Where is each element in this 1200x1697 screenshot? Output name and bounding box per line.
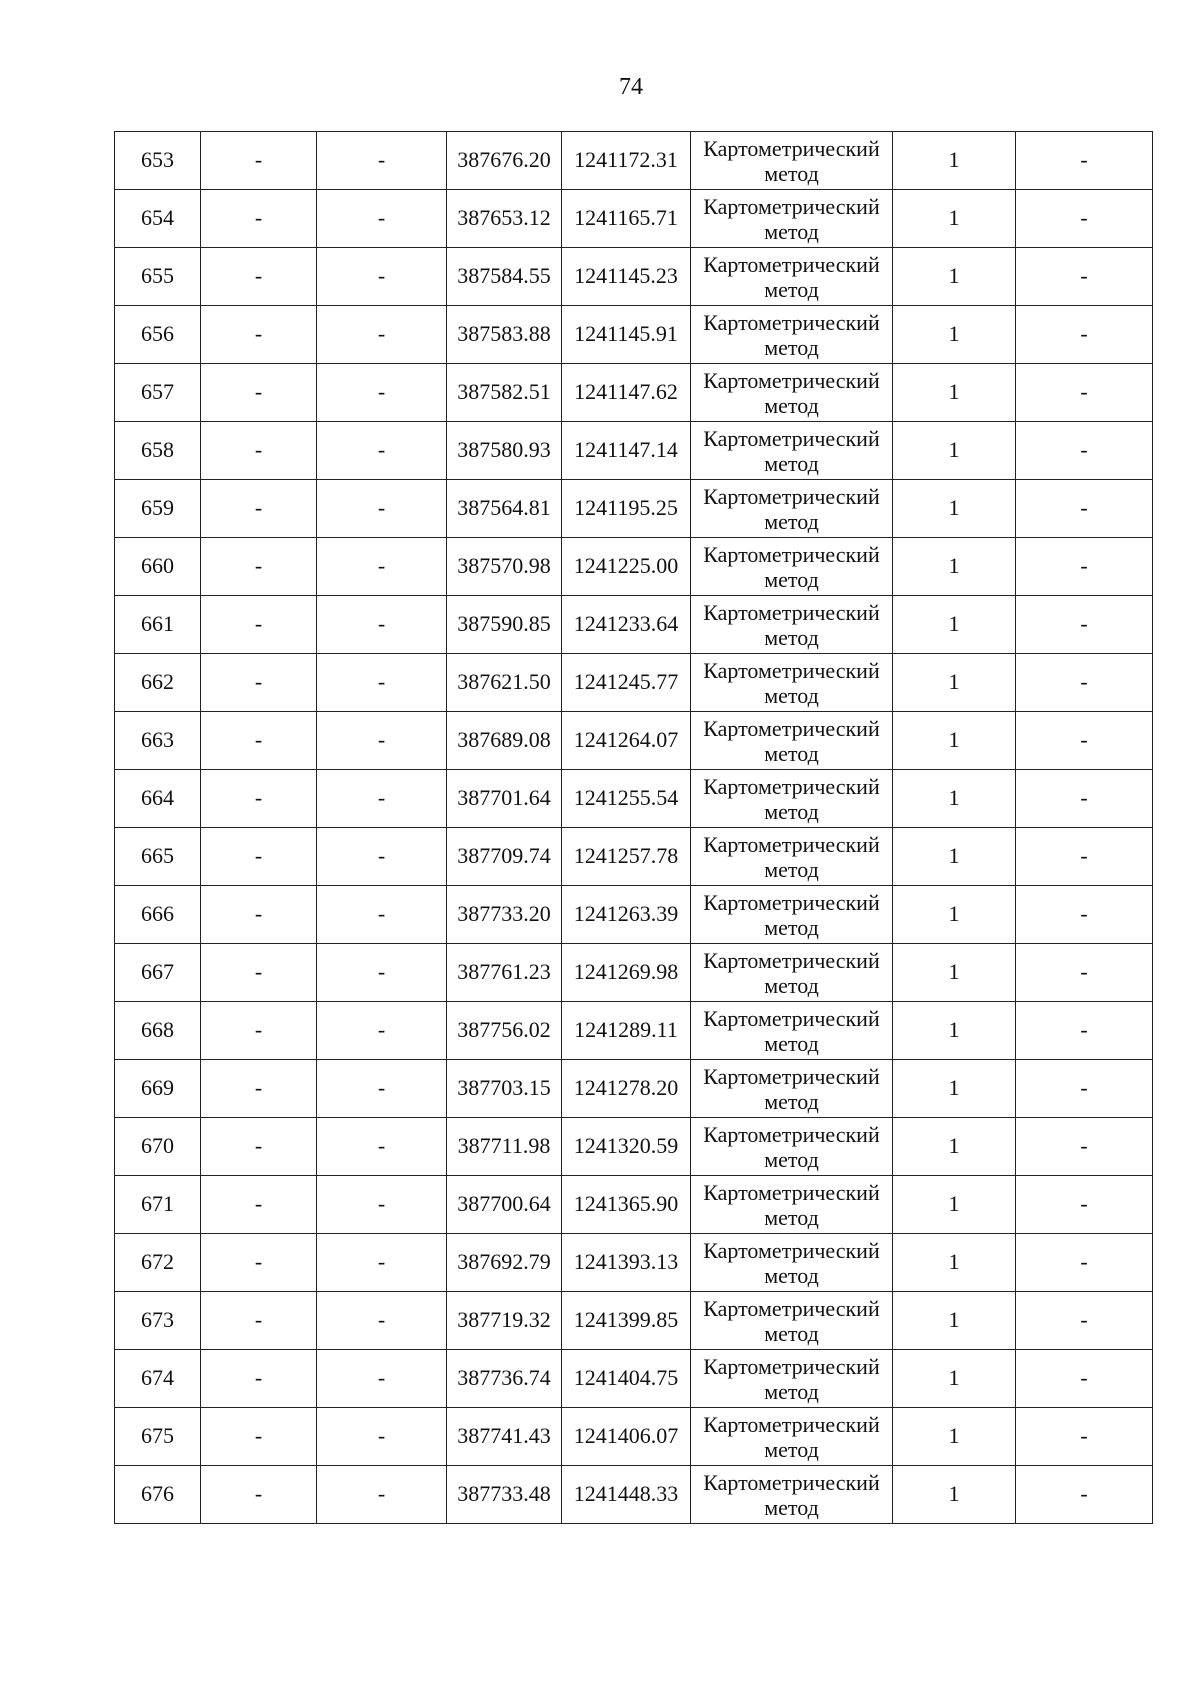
table-row (115, 422, 1153, 480)
point-number-cell: 676 (115, 1466, 201, 1524)
y-coordinate-cell: 1241393.13 (562, 1234, 691, 1292)
method-cell (691, 248, 893, 306)
accuracy-cell: 1 (893, 306, 1016, 364)
method-line-2: метод (764, 1378, 819, 1404)
accuracy-cell: 1 (893, 1060, 1016, 1118)
point-number-cell: 661 (115, 596, 201, 654)
method-cell (691, 190, 893, 248)
accuracy-cell: 1 (893, 654, 1016, 712)
table-body (115, 132, 1153, 1524)
empty-dash-cell: - (201, 1002, 317, 1060)
empty-dash-cell: - (201, 132, 317, 190)
description-cell: - (1016, 1350, 1153, 1408)
method-line-2: метод (764, 566, 819, 592)
point-number-cell: 663 (115, 712, 201, 770)
y-coordinate-cell: 1241278.20 (562, 1060, 691, 1118)
method-cell (691, 1060, 893, 1118)
x-coordinate-cell: 387709.74 (447, 828, 562, 886)
accuracy-cell: 1 (893, 1466, 1016, 1524)
description-cell: - (1016, 132, 1153, 190)
description-cell: - (1016, 596, 1153, 654)
empty-dash-cell: - (201, 596, 317, 654)
method-line-2: метод (764, 624, 819, 650)
empty-dash-cell: - (201, 1060, 317, 1118)
accuracy-cell: 1 (893, 944, 1016, 1002)
empty-dash-cell: - (201, 1118, 317, 1176)
point-number-cell: 656 (115, 306, 201, 364)
point-number-cell: 669 (115, 1060, 201, 1118)
method-line-1: Картометрический (703, 1121, 880, 1147)
empty-dash-cell: - (317, 364, 447, 422)
x-coordinate-cell: 387584.55 (447, 248, 562, 306)
point-number-cell: 658 (115, 422, 201, 480)
y-coordinate-cell: 1241399.85 (562, 1292, 691, 1350)
y-coordinate-cell: 1241404.75 (562, 1350, 691, 1408)
point-number-cell: 675 (115, 1408, 201, 1466)
method-cell (691, 886, 893, 944)
description-cell: - (1016, 1118, 1153, 1176)
accuracy-cell: 1 (893, 1350, 1016, 1408)
method-line-1: Картометрический (703, 425, 880, 451)
description-cell: - (1016, 654, 1153, 712)
method-line-1: Картометрический (703, 135, 880, 161)
method-cell (691, 596, 893, 654)
x-coordinate-cell: 387590.85 (447, 596, 562, 654)
method-cell (691, 944, 893, 1002)
empty-dash-cell: - (317, 1408, 447, 1466)
description-cell: - (1016, 1176, 1153, 1234)
empty-dash-cell: - (317, 1176, 447, 1234)
method-line-1: Картометрический (703, 773, 880, 799)
method-line-2: метод (764, 972, 819, 998)
y-coordinate-cell: 1241172.31 (562, 132, 691, 190)
y-coordinate-cell: 1241269.98 (562, 944, 691, 1002)
method-line-2: метод (764, 914, 819, 940)
y-coordinate-cell: 1241448.33 (562, 1466, 691, 1524)
y-coordinate-cell: 1241195.25 (562, 480, 691, 538)
method-line-1: Картометрический (703, 1005, 880, 1031)
description-cell: - (1016, 1234, 1153, 1292)
description-cell: - (1016, 712, 1153, 770)
empty-dash-cell: - (201, 190, 317, 248)
empty-dash-cell: - (201, 1292, 317, 1350)
method-line-1: Картометрический (703, 889, 880, 915)
method-line-1: Картометрический (703, 1295, 880, 1321)
accuracy-cell: 1 (893, 1292, 1016, 1350)
point-number-cell: 664 (115, 770, 201, 828)
y-coordinate-cell: 1241257.78 (562, 828, 691, 886)
point-number-cell: 673 (115, 1292, 201, 1350)
empty-dash-cell: - (201, 422, 317, 480)
empty-dash-cell: - (201, 1176, 317, 1234)
accuracy-cell: 1 (893, 1118, 1016, 1176)
accuracy-cell: 1 (893, 886, 1016, 944)
x-coordinate-cell: 387564.81 (447, 480, 562, 538)
method-line-2: метод (764, 856, 819, 882)
method-cell (691, 1408, 893, 1466)
accuracy-cell: 1 (893, 828, 1016, 886)
table-row (115, 1118, 1153, 1176)
description-cell: - (1016, 1466, 1153, 1524)
method-cell (691, 480, 893, 538)
accuracy-cell: 1 (893, 190, 1016, 248)
accuracy-cell: 1 (893, 248, 1016, 306)
x-coordinate-cell: 387719.32 (447, 1292, 562, 1350)
method-line-1: Картометрический (703, 657, 880, 683)
accuracy-cell: 1 (893, 770, 1016, 828)
table-row (115, 596, 1153, 654)
method-line-1: Картометрический (703, 251, 880, 277)
empty-dash-cell: - (201, 828, 317, 886)
x-coordinate-cell: 387583.88 (447, 306, 562, 364)
empty-dash-cell: - (317, 190, 447, 248)
point-number-cell: 659 (115, 480, 201, 538)
accuracy-cell: 1 (893, 1408, 1016, 1466)
x-coordinate-cell: 387733.20 (447, 886, 562, 944)
y-coordinate-cell: 1241320.59 (562, 1118, 691, 1176)
method-cell (691, 1002, 893, 1060)
x-coordinate-cell: 387676.20 (447, 132, 562, 190)
empty-dash-cell: - (201, 364, 317, 422)
empty-dash-cell: - (201, 1466, 317, 1524)
x-coordinate-cell: 387741.43 (447, 1408, 562, 1466)
empty-dash-cell: - (317, 248, 447, 306)
table-row (115, 538, 1153, 596)
method-line-2: метод (764, 334, 819, 360)
accuracy-cell: 1 (893, 538, 1016, 596)
y-coordinate-cell: 1241225.00 (562, 538, 691, 596)
empty-dash-cell: - (317, 538, 447, 596)
page-number: 74 (619, 74, 643, 100)
y-coordinate-cell: 1241264.07 (562, 712, 691, 770)
table-row (115, 828, 1153, 886)
method-line-2: метод (764, 1436, 819, 1462)
empty-dash-cell: - (317, 306, 447, 364)
empty-dash-cell: - (201, 654, 317, 712)
y-coordinate-cell: 1241263.39 (562, 886, 691, 944)
method-cell (691, 538, 893, 596)
point-number-cell: 662 (115, 654, 201, 712)
method-line-2: метод (764, 1088, 819, 1114)
empty-dash-cell: - (317, 944, 447, 1002)
accuracy-cell: 1 (893, 1002, 1016, 1060)
empty-dash-cell: - (317, 886, 447, 944)
point-number-cell: 657 (115, 364, 201, 422)
method-cell (691, 132, 893, 190)
y-coordinate-cell: 1241255.54 (562, 770, 691, 828)
method-cell (691, 1118, 893, 1176)
x-coordinate-cell: 387692.79 (447, 1234, 562, 1292)
method-cell (691, 422, 893, 480)
point-number-cell: 665 (115, 828, 201, 886)
y-coordinate-cell: 1241147.14 (562, 422, 691, 480)
x-coordinate-cell: 387570.98 (447, 538, 562, 596)
accuracy-cell: 1 (893, 1176, 1016, 1234)
method-line-2: метод (764, 1494, 819, 1520)
method-cell (691, 654, 893, 712)
method-cell (691, 1292, 893, 1350)
x-coordinate-cell: 387756.02 (447, 1002, 562, 1060)
empty-dash-cell: - (317, 1118, 447, 1176)
y-coordinate-cell: 1241289.11 (562, 1002, 691, 1060)
x-coordinate-cell: 387703.15 (447, 1060, 562, 1118)
table-row (115, 654, 1153, 712)
point-number-cell: 655 (115, 248, 201, 306)
table-row (115, 248, 1153, 306)
method-line-1: Картометрический (703, 541, 880, 567)
y-coordinate-cell: 1241406.07 (562, 1408, 691, 1466)
x-coordinate-cell: 387736.74 (447, 1350, 562, 1408)
accuracy-cell: 1 (893, 132, 1016, 190)
table-row (115, 480, 1153, 538)
table-row (115, 1234, 1153, 1292)
method-line-1: Картометрический (703, 1353, 880, 1379)
empty-dash-cell: - (317, 1466, 447, 1524)
x-coordinate-cell: 387733.48 (447, 1466, 562, 1524)
description-cell: - (1016, 190, 1153, 248)
method-line-1: Картометрический (703, 1179, 880, 1205)
description-cell: - (1016, 1060, 1153, 1118)
method-line-2: метод (764, 1320, 819, 1346)
empty-dash-cell: - (201, 480, 317, 538)
method-cell (691, 770, 893, 828)
method-line-1: Картометрический (703, 1237, 880, 1263)
y-coordinate-cell: 1241145.23 (562, 248, 691, 306)
empty-dash-cell: - (317, 1234, 447, 1292)
method-line-2: метод (764, 682, 819, 708)
method-line-2: метод (764, 392, 819, 418)
x-coordinate-cell: 387689.08 (447, 712, 562, 770)
description-cell: - (1016, 1292, 1153, 1350)
description-cell: - (1016, 306, 1153, 364)
table-row (115, 1408, 1153, 1466)
table-row (115, 1292, 1153, 1350)
table-row (115, 132, 1153, 190)
description-cell: - (1016, 480, 1153, 538)
empty-dash-cell: - (317, 1060, 447, 1118)
empty-dash-cell: - (317, 654, 447, 712)
accuracy-cell: 1 (893, 422, 1016, 480)
method-line-1: Картометрический (703, 367, 880, 393)
table-row (115, 1350, 1153, 1408)
method-cell (691, 712, 893, 770)
description-cell: - (1016, 1002, 1153, 1060)
y-coordinate-cell: 1241245.77 (562, 654, 691, 712)
empty-dash-cell: - (317, 132, 447, 190)
x-coordinate-cell: 387761.23 (447, 944, 562, 1002)
method-line-1: Картометрический (703, 831, 880, 857)
table-row (115, 364, 1153, 422)
point-number-cell: 672 (115, 1234, 201, 1292)
empty-dash-cell: - (201, 1234, 317, 1292)
y-coordinate-cell: 1241233.64 (562, 596, 691, 654)
method-line-2: метод (764, 508, 819, 534)
x-coordinate-cell: 387621.50 (447, 654, 562, 712)
description-cell: - (1016, 770, 1153, 828)
method-line-2: метод (764, 1146, 819, 1172)
description-cell: - (1016, 944, 1153, 1002)
method-line-1: Картометрический (703, 1063, 880, 1089)
table-row (115, 886, 1153, 944)
method-cell (691, 1176, 893, 1234)
point-number-cell: 666 (115, 886, 201, 944)
description-cell: - (1016, 1408, 1153, 1466)
table-row (115, 190, 1153, 248)
description-cell: - (1016, 538, 1153, 596)
method-cell (691, 1350, 893, 1408)
empty-dash-cell: - (317, 712, 447, 770)
accuracy-cell: 1 (893, 596, 1016, 654)
x-coordinate-cell: 387653.12 (447, 190, 562, 248)
empty-dash-cell: - (317, 422, 447, 480)
method-line-2: метод (764, 798, 819, 824)
empty-dash-cell: - (317, 1002, 447, 1060)
accuracy-cell: 1 (893, 480, 1016, 538)
method-line-1: Картометрический (703, 1411, 880, 1437)
empty-dash-cell: - (317, 1350, 447, 1408)
method-line-1: Картометрический (703, 947, 880, 973)
table-row (115, 712, 1153, 770)
x-coordinate-cell: 387700.64 (447, 1176, 562, 1234)
empty-dash-cell: - (317, 770, 447, 828)
method-cell (691, 1234, 893, 1292)
table-row (115, 770, 1153, 828)
method-line-2: метод (764, 1262, 819, 1288)
point-number-cell: 660 (115, 538, 201, 596)
empty-dash-cell: - (201, 944, 317, 1002)
point-number-cell: 668 (115, 1002, 201, 1060)
empty-dash-cell: - (317, 828, 447, 886)
method-line-2: метод (764, 160, 819, 186)
method-line-1: Картометрический (703, 1469, 880, 1495)
empty-dash-cell: - (201, 1408, 317, 1466)
y-coordinate-cell: 1241145.91 (562, 306, 691, 364)
empty-dash-cell: - (201, 712, 317, 770)
x-coordinate-cell: 387580.93 (447, 422, 562, 480)
method-line-1: Картометрический (703, 193, 880, 219)
table-row (115, 1060, 1153, 1118)
description-cell: - (1016, 422, 1153, 480)
method-line-2: метод (764, 218, 819, 244)
point-number-cell: 674 (115, 1350, 201, 1408)
y-coordinate-cell: 1241165.71 (562, 190, 691, 248)
method-line-1: Картометрический (703, 599, 880, 625)
point-number-cell: 671 (115, 1176, 201, 1234)
x-coordinate-cell: 387582.51 (447, 364, 562, 422)
table-row (115, 1176, 1153, 1234)
x-coordinate-cell: 387701.64 (447, 770, 562, 828)
description-cell: - (1016, 248, 1153, 306)
empty-dash-cell: - (201, 538, 317, 596)
point-number-cell: 667 (115, 944, 201, 1002)
table-row (115, 306, 1153, 364)
empty-dash-cell: - (201, 770, 317, 828)
description-cell: - (1016, 828, 1153, 886)
method-cell (691, 1466, 893, 1524)
empty-dash-cell: - (201, 248, 317, 306)
x-coordinate-cell: 387711.98 (447, 1118, 562, 1176)
empty-dash-cell: - (317, 1292, 447, 1350)
empty-dash-cell: - (201, 886, 317, 944)
point-number-cell: 670 (115, 1118, 201, 1176)
method-line-1: Картометрический (703, 483, 880, 509)
method-line-1: Картометрический (703, 309, 880, 335)
description-cell: - (1016, 886, 1153, 944)
table-row (115, 944, 1153, 1002)
table-row (115, 1002, 1153, 1060)
method-line-2: метод (764, 276, 819, 302)
table-row (115, 1466, 1153, 1524)
method-line-2: метод (764, 740, 819, 766)
point-number-cell: 654 (115, 190, 201, 248)
description-cell: - (1016, 364, 1153, 422)
method-cell (691, 306, 893, 364)
accuracy-cell: 1 (893, 364, 1016, 422)
accuracy-cell: 1 (893, 1234, 1016, 1292)
method-line-1: Картометрический (703, 715, 880, 741)
empty-dash-cell: - (201, 306, 317, 364)
empty-dash-cell: - (317, 480, 447, 538)
accuracy-cell: 1 (893, 712, 1016, 770)
method-cell (691, 828, 893, 886)
method-line-2: метод (764, 1204, 819, 1230)
method-line-2: метод (764, 450, 819, 476)
empty-dash-cell: - (317, 596, 447, 654)
y-coordinate-cell: 1241365.90 (562, 1176, 691, 1234)
method-line-2: метод (764, 1030, 819, 1056)
point-number-cell: 653 (115, 132, 201, 190)
coordinates-table (114, 131, 1153, 1524)
y-coordinate-cell: 1241147.62 (562, 364, 691, 422)
empty-dash-cell: - (201, 1350, 317, 1408)
method-cell (691, 364, 893, 422)
